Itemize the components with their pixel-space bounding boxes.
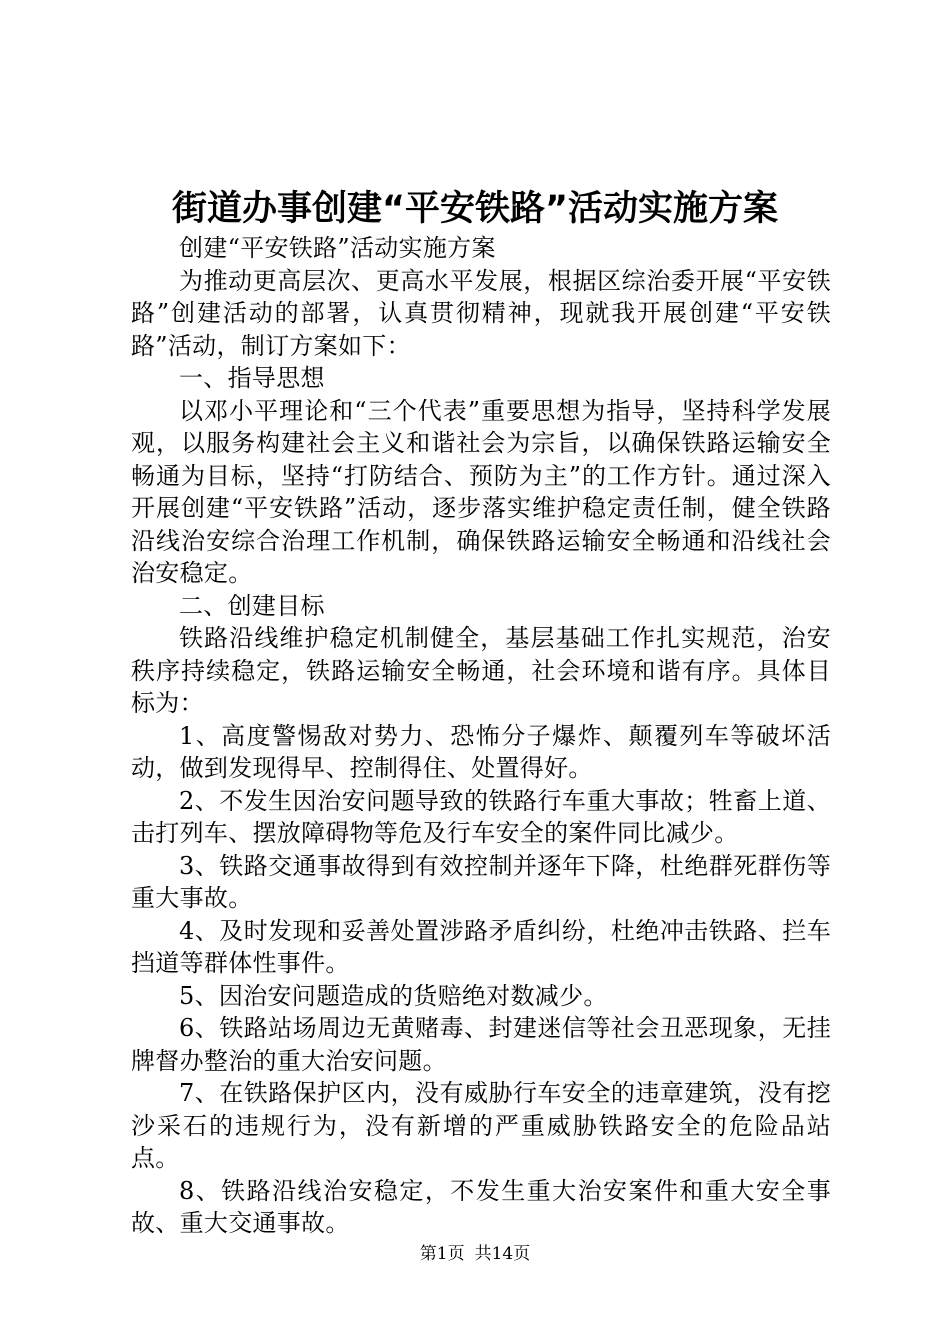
list-item-goal-7: 7、在铁路保护区内，没有威胁行车安全的违章建筑，没有挖沙采石的违规行为，没有新增的严重威胁铁路安全的危险品站点。 bbox=[131, 1079, 831, 1172]
paragraph-intro: 为推动更高层次、更高水平发展，根据区综治委开展“平安铁路”创建活动的部署，认真贯彻精神，现就我开展创建“平安铁路”活动，制订方案如下： bbox=[131, 266, 831, 360]
section-heading-guiding-ideology: 一、指导思想 bbox=[179, 364, 325, 392]
document-title: 街道办事创建“平安铁路”活动实施方案 bbox=[171, 189, 778, 229]
list-item-goal-1: 1、高度警惕敌对势力、恐怖分子爆炸、颠覆列车等破坏活动，做到发现得早、控制得住、处置得好。 bbox=[131, 721, 831, 782]
list-item-goal-3: 3、铁路交通事故得到有效控制并逐年下降，杜绝群死群伤等重大事故。 bbox=[131, 851, 831, 912]
list-item-goal-4: 4、及时发现和妥善处置涉路矛盾纠纷，杜绝冲击铁路、拦车挡道等群体性事件。 bbox=[131, 916, 831, 977]
paragraph-subtitle: 创建“平安铁路”活动实施方案 bbox=[179, 234, 496, 262]
paragraph-goals: 铁路沿线维护稳定机制健全，基层基础工作扎实规范，治安秩序持续稳定，铁路运输安全畅通，社会环境和谐有序。具体目标为： bbox=[131, 624, 831, 717]
list-item-goal-8: 8、铁路沿线治安稳定，不发生重大治安案件和重大安全事故、重大交通事故。 bbox=[131, 1176, 831, 1237]
page-number: 第1页 bbox=[419, 1244, 465, 1264]
paragraph-guiding-ideology: 以邓小平理论和“三个代表”重要思想为指导，坚持科学发展观，以服务构建社会主义和谐社会为宗旨，以确保铁路运输安全畅通为目标，坚持“打防结合、预防为主”的工作方针。通过深入开展创建“平安铁路”活动，逐步落实维护稳定责任制，健全铁路沿线治安综合治理工作机制，确保铁路运输安全畅通和沿线社会治安稳定。 bbox=[131, 396, 831, 587]
page-footer bbox=[0, 1243, 950, 1265]
section-heading-goals: 二、创建目标 bbox=[179, 591, 325, 620]
list-item-goal-5: 5、因治安问题造成的货赔绝对数减少。 bbox=[179, 981, 608, 1010]
document-body bbox=[131, 232, 831, 1240]
page-total: 共14页 bbox=[474, 1244, 531, 1264]
list-item-goal-2: 2、不发生因治安问题导致的铁路行车重大事故；牲畜上道、击打列车、摆放障碍物等危及行车安全的案件同比减少。 bbox=[131, 786, 831, 847]
list-item-goal-6: 6、铁路站场周边无黄赌毒、封建迷信等社会丑恶现象，无挂牌督办整治的重大治安问题。 bbox=[131, 1014, 831, 1075]
